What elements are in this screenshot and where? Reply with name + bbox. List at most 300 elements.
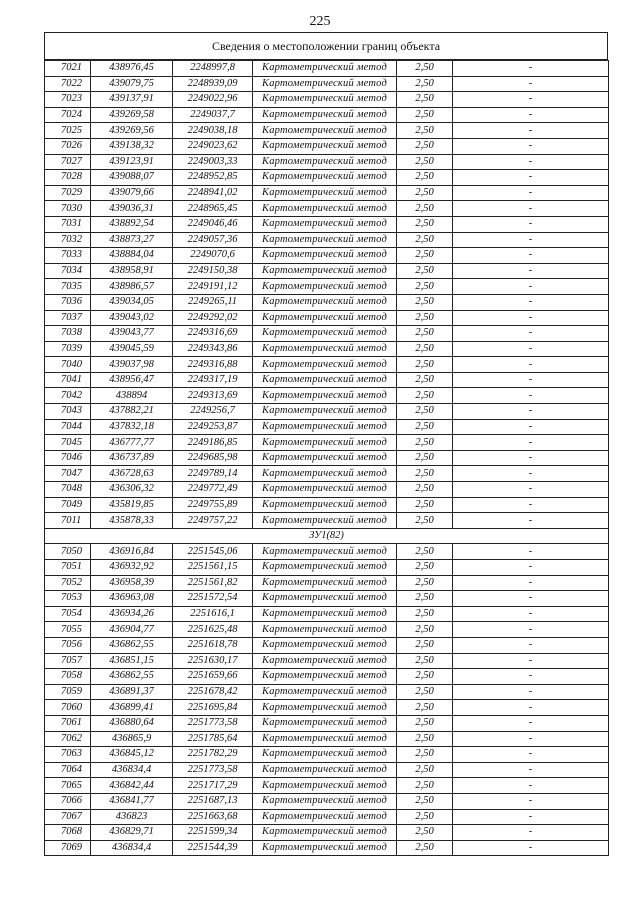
x-coordinate-cell: 436862,55 — [91, 637, 173, 653]
point-number-cell: 7026 — [45, 138, 91, 154]
accuracy-cell: 2,50 — [397, 138, 453, 154]
point-number-cell: 7027 — [45, 154, 91, 170]
method-cell: Картометрический метод — [253, 544, 397, 560]
table-row — [45, 497, 609, 513]
table-row — [45, 404, 609, 420]
accuracy-cell: 2,50 — [397, 435, 453, 451]
accuracy-cell: 2,50 — [397, 762, 453, 778]
table-row — [45, 294, 609, 310]
y-coordinate-cell: 2251561,15 — [173, 560, 253, 576]
y-coordinate-cell: 2248939,09 — [173, 76, 253, 92]
table-row — [45, 482, 609, 498]
accuracy-cell: 2,50 — [397, 326, 453, 342]
table-row — [45, 185, 609, 201]
note-cell: - — [453, 357, 609, 373]
x-coordinate-cell: 436880,64 — [91, 715, 173, 731]
y-coordinate-cell: 2249772,49 — [173, 482, 253, 498]
note-cell: - — [453, 762, 609, 778]
accuracy-cell: 2,50 — [397, 715, 453, 731]
x-coordinate-cell: 439043,77 — [91, 326, 173, 342]
method-cell: Картометрический метод — [253, 107, 397, 123]
table-row — [45, 61, 609, 77]
method-cell: Картометрический метод — [253, 326, 397, 342]
method-cell: Картометрический метод — [253, 450, 397, 466]
accuracy-cell: 2,50 — [397, 357, 453, 373]
x-coordinate-cell: 439269,56 — [91, 123, 173, 139]
table-row — [45, 123, 609, 139]
note-cell: - — [453, 76, 609, 92]
point-number-cell: 7044 — [45, 419, 91, 435]
table-row — [45, 715, 609, 731]
x-coordinate-cell: 436904,77 — [91, 622, 173, 638]
x-coordinate-cell: 439079,75 — [91, 76, 173, 92]
point-number-cell: 7021 — [45, 61, 91, 77]
point-number-cell: 7069 — [45, 840, 91, 856]
x-coordinate-cell: 435819,85 — [91, 497, 173, 513]
x-coordinate-cell: 438894 — [91, 388, 173, 404]
y-coordinate-cell: 2249343,86 — [173, 341, 253, 357]
method-cell: Картометрический метод — [253, 310, 397, 326]
method-cell: Картометрический метод — [253, 482, 397, 498]
table-row — [45, 232, 609, 248]
y-coordinate-cell: 2249265,11 — [173, 294, 253, 310]
note-cell: - — [453, 419, 609, 435]
note-cell: - — [453, 497, 609, 513]
y-coordinate-cell: 2249191,12 — [173, 279, 253, 295]
accuracy-cell: 2,50 — [397, 731, 453, 747]
point-number-cell: 7051 — [45, 560, 91, 576]
point-number-cell: 7058 — [45, 669, 91, 685]
method-cell: Картометрический метод — [253, 700, 397, 716]
accuracy-cell: 2,50 — [397, 248, 453, 264]
table-row — [45, 513, 609, 529]
point-number-cell: 7053 — [45, 591, 91, 607]
coordinates-group-b — [45, 544, 609, 856]
note-cell: - — [453, 216, 609, 232]
method-cell: Картометрический метод — [253, 185, 397, 201]
x-coordinate-cell: 436834,4 — [91, 840, 173, 856]
y-coordinate-cell: 2249256,7 — [173, 404, 253, 420]
note-cell: - — [453, 513, 609, 529]
note-cell: - — [453, 560, 609, 576]
point-number-cell: 7068 — [45, 825, 91, 841]
x-coordinate-cell: 436899,41 — [91, 700, 173, 716]
x-coordinate-cell: 436842,44 — [91, 778, 173, 794]
y-coordinate-cell: 2249022,96 — [173, 92, 253, 108]
method-cell: Картометрический метод — [253, 76, 397, 92]
method-cell: Картометрический метод — [253, 61, 397, 77]
table-row — [45, 700, 609, 716]
accuracy-cell: 2,50 — [397, 201, 453, 217]
accuracy-cell: 2,50 — [397, 747, 453, 763]
y-coordinate-cell: 2251616,1 — [173, 606, 253, 622]
table-row — [45, 388, 609, 404]
table-row — [45, 154, 609, 170]
point-number-cell: 7037 — [45, 310, 91, 326]
accuracy-cell: 2,50 — [397, 263, 453, 279]
x-coordinate-cell: 436862,55 — [91, 669, 173, 685]
method-cell: Картометрический метод — [253, 513, 397, 529]
accuracy-cell: 2,50 — [397, 466, 453, 482]
table-title: Сведения о местоположении границ объекта — [44, 32, 608, 60]
accuracy-cell: 2,50 — [397, 482, 453, 498]
boundary-sheet — [44, 32, 608, 856]
point-number-cell: 7011 — [45, 513, 91, 529]
note-cell: - — [453, 700, 609, 716]
note-cell: - — [453, 450, 609, 466]
note-cell: - — [453, 388, 609, 404]
point-number-cell: 7046 — [45, 450, 91, 466]
note-cell: - — [453, 575, 609, 591]
table-row — [45, 216, 609, 232]
y-coordinate-cell: 2248997,8 — [173, 61, 253, 77]
note-cell: - — [453, 341, 609, 357]
point-number-cell: 7029 — [45, 185, 91, 201]
note-cell: - — [453, 731, 609, 747]
method-cell: Картометрический метод — [253, 497, 397, 513]
section-label: ЗУ1(82) — [45, 528, 609, 544]
method-cell: Картометрический метод — [253, 341, 397, 357]
y-coordinate-cell: 2251717,29 — [173, 778, 253, 794]
point-number-cell: 7065 — [45, 778, 91, 794]
method-cell: Картометрический метод — [253, 591, 397, 607]
point-number-cell: 7064 — [45, 762, 91, 778]
note-cell: - — [453, 201, 609, 217]
point-number-cell: 7042 — [45, 388, 91, 404]
x-coordinate-cell: 439088,07 — [91, 170, 173, 186]
y-coordinate-cell: 2249038,18 — [173, 123, 253, 139]
accuracy-cell: 2,50 — [397, 637, 453, 653]
note-cell: - — [453, 123, 609, 139]
accuracy-cell: 2,50 — [397, 294, 453, 310]
x-coordinate-cell: 438956,47 — [91, 372, 173, 388]
coordinates-group-a — [45, 61, 609, 529]
point-number-cell: 7040 — [45, 357, 91, 373]
method-cell: Картометрический метод — [253, 279, 397, 295]
table-row — [45, 435, 609, 451]
table-row — [45, 809, 609, 825]
note-cell: - — [453, 279, 609, 295]
table-row — [45, 138, 609, 154]
accuracy-cell: 2,50 — [397, 560, 453, 576]
accuracy-cell: 2,50 — [397, 606, 453, 622]
method-cell: Картометрический метод — [253, 372, 397, 388]
method-cell: Картометрический метод — [253, 762, 397, 778]
point-number-cell: 7039 — [45, 341, 91, 357]
point-number-cell: 7057 — [45, 653, 91, 669]
point-number-cell: 7043 — [45, 404, 91, 420]
point-number-cell: 7059 — [45, 684, 91, 700]
y-coordinate-cell: 2249037,7 — [173, 107, 253, 123]
note-cell: - — [453, 637, 609, 653]
accuracy-cell: 2,50 — [397, 154, 453, 170]
x-coordinate-cell: 436851,15 — [91, 653, 173, 669]
note-cell: - — [453, 606, 609, 622]
y-coordinate-cell: 2249150,38 — [173, 263, 253, 279]
method-cell: Картометрический метод — [253, 435, 397, 451]
accuracy-cell: 2,50 — [397, 840, 453, 856]
table-row — [45, 606, 609, 622]
table-row — [45, 76, 609, 92]
y-coordinate-cell: 2251687,13 — [173, 793, 253, 809]
note-cell: - — [453, 92, 609, 108]
method-cell: Картометрический метод — [253, 154, 397, 170]
accuracy-cell: 2,50 — [397, 185, 453, 201]
table-row — [45, 747, 609, 763]
y-coordinate-cell: 2249317,19 — [173, 372, 253, 388]
method-cell: Картометрический метод — [253, 778, 397, 794]
x-coordinate-cell: 436934,26 — [91, 606, 173, 622]
table-row — [45, 326, 609, 342]
note-cell: - — [453, 715, 609, 731]
method-cell: Картометрический метод — [253, 170, 397, 186]
table-row — [45, 825, 609, 841]
point-number-cell: 7030 — [45, 201, 91, 217]
method-cell: Картометрический метод — [253, 684, 397, 700]
table-row — [45, 622, 609, 638]
y-coordinate-cell: 2249253,87 — [173, 419, 253, 435]
note-cell: - — [453, 107, 609, 123]
note-cell: - — [453, 232, 609, 248]
point-number-cell: 7054 — [45, 606, 91, 622]
accuracy-cell: 2,50 — [397, 684, 453, 700]
point-number-cell: 7056 — [45, 637, 91, 653]
y-coordinate-cell: 2249755,89 — [173, 497, 253, 513]
x-coordinate-cell: 439036,31 — [91, 201, 173, 217]
method-cell: Картометрический метод — [253, 123, 397, 139]
method-cell: Картометрический метод — [253, 731, 397, 747]
y-coordinate-cell: 2251659,66 — [173, 669, 253, 685]
y-coordinate-cell: 2251782,29 — [173, 747, 253, 763]
x-coordinate-cell: 436777,77 — [91, 435, 173, 451]
accuracy-cell: 2,50 — [397, 92, 453, 108]
coordinates-table — [44, 60, 609, 856]
y-coordinate-cell: 2251545,06 — [173, 544, 253, 560]
y-coordinate-cell: 2249186,85 — [173, 435, 253, 451]
table-row — [45, 170, 609, 186]
y-coordinate-cell: 2251618,78 — [173, 637, 253, 653]
note-cell: - — [453, 669, 609, 685]
x-coordinate-cell: 436845,12 — [91, 747, 173, 763]
note-cell: - — [453, 482, 609, 498]
table-row — [45, 201, 609, 217]
y-coordinate-cell: 2251678,42 — [173, 684, 253, 700]
table-row — [45, 591, 609, 607]
point-number-cell: 7035 — [45, 279, 91, 295]
note-cell: - — [453, 778, 609, 794]
method-cell: Картометрический метод — [253, 793, 397, 809]
table-row — [45, 762, 609, 778]
table-row — [45, 544, 609, 560]
x-coordinate-cell: 436932,92 — [91, 560, 173, 576]
y-coordinate-cell: 2249057,36 — [173, 232, 253, 248]
y-coordinate-cell: 2251663,68 — [173, 809, 253, 825]
y-coordinate-cell: 2251785,64 — [173, 731, 253, 747]
accuracy-cell: 2,50 — [397, 419, 453, 435]
accuracy-cell: 2,50 — [397, 107, 453, 123]
x-coordinate-cell: 438873,27 — [91, 232, 173, 248]
table-row — [45, 372, 609, 388]
table-row — [45, 669, 609, 685]
method-cell: Картометрический метод — [253, 715, 397, 731]
accuracy-cell: 2,50 — [397, 575, 453, 591]
x-coordinate-cell: 436834,4 — [91, 762, 173, 778]
table-row — [45, 575, 609, 591]
note-cell: - — [453, 793, 609, 809]
y-coordinate-cell: 2249046,46 — [173, 216, 253, 232]
method-cell: Картометрический метод — [253, 388, 397, 404]
method-cell: Картометрический метод — [253, 653, 397, 669]
point-number-cell: 7023 — [45, 92, 91, 108]
y-coordinate-cell: 2249070,6 — [173, 248, 253, 264]
note-cell: - — [453, 466, 609, 482]
point-number-cell: 7067 — [45, 809, 91, 825]
accuracy-cell: 2,50 — [397, 170, 453, 186]
y-coordinate-cell: 2251773,58 — [173, 715, 253, 731]
accuracy-cell: 2,50 — [397, 513, 453, 529]
accuracy-cell: 2,50 — [397, 341, 453, 357]
point-number-cell: 7066 — [45, 793, 91, 809]
table-row — [45, 653, 609, 669]
method-cell: Картометрический метод — [253, 809, 397, 825]
point-number-cell: 7052 — [45, 575, 91, 591]
x-coordinate-cell: 436306,32 — [91, 482, 173, 498]
method-cell: Картометрический метод — [253, 201, 397, 217]
point-number-cell: 7036 — [45, 294, 91, 310]
x-coordinate-cell: 439269,58 — [91, 107, 173, 123]
point-number-cell: 7055 — [45, 622, 91, 638]
note-cell: - — [453, 653, 609, 669]
accuracy-cell: 2,50 — [397, 809, 453, 825]
x-coordinate-cell: 439123,91 — [91, 154, 173, 170]
method-cell: Картометрический метод — [253, 294, 397, 310]
note-cell: - — [453, 747, 609, 763]
y-coordinate-cell: 2249757,22 — [173, 513, 253, 529]
y-coordinate-cell: 2251572,54 — [173, 591, 253, 607]
note-cell: - — [453, 809, 609, 825]
point-number-cell: 7025 — [45, 123, 91, 139]
page-number: 225 — [309, 14, 331, 29]
x-coordinate-cell: 439137,91 — [91, 92, 173, 108]
table-row — [45, 341, 609, 357]
note-cell: - — [453, 435, 609, 451]
accuracy-cell: 2,50 — [397, 544, 453, 560]
accuracy-cell: 2,50 — [397, 450, 453, 466]
section-row — [45, 528, 609, 544]
table-row — [45, 248, 609, 264]
point-number-cell: 7060 — [45, 700, 91, 716]
x-coordinate-cell: 435878,33 — [91, 513, 173, 529]
method-cell: Картометрический метод — [253, 840, 397, 856]
point-number-cell: 7045 — [45, 435, 91, 451]
y-coordinate-cell: 2248952,85 — [173, 170, 253, 186]
table-row — [45, 778, 609, 794]
accuracy-cell: 2,50 — [397, 793, 453, 809]
table-row — [45, 357, 609, 373]
x-coordinate-cell: 437882,21 — [91, 404, 173, 420]
note-cell: - — [453, 326, 609, 342]
method-cell: Картометрический метод — [253, 622, 397, 638]
table-row — [45, 466, 609, 482]
y-coordinate-cell: 2251630,17 — [173, 653, 253, 669]
note-cell: - — [453, 294, 609, 310]
note-cell: - — [453, 138, 609, 154]
accuracy-cell: 2,50 — [397, 279, 453, 295]
y-coordinate-cell: 2249789,14 — [173, 466, 253, 482]
point-number-cell: 7047 — [45, 466, 91, 482]
accuracy-cell: 2,50 — [397, 778, 453, 794]
y-coordinate-cell: 2249316,88 — [173, 357, 253, 373]
method-cell: Картометрический метод — [253, 747, 397, 763]
point-number-cell: 7050 — [45, 544, 91, 560]
method-cell: Картометрический метод — [253, 248, 397, 264]
y-coordinate-cell: 2249292,02 — [173, 310, 253, 326]
y-coordinate-cell: 2251599,34 — [173, 825, 253, 841]
accuracy-cell: 2,50 — [397, 310, 453, 326]
x-coordinate-cell: 439138,32 — [91, 138, 173, 154]
accuracy-cell: 2,50 — [397, 497, 453, 513]
accuracy-cell: 2,50 — [397, 61, 453, 77]
method-cell: Картометрический метод — [253, 232, 397, 248]
y-coordinate-cell: 2249685,98 — [173, 450, 253, 466]
point-number-cell: 7041 — [45, 372, 91, 388]
table-row — [45, 731, 609, 747]
method-cell: Картометрический метод — [253, 263, 397, 279]
point-number-cell: 7022 — [45, 76, 91, 92]
note-cell: - — [453, 544, 609, 560]
note-cell: - — [453, 248, 609, 264]
table-row — [45, 793, 609, 809]
point-number-cell: 7033 — [45, 248, 91, 264]
method-cell: Картометрический метод — [253, 357, 397, 373]
table-row — [45, 560, 609, 576]
y-coordinate-cell: 2249003,33 — [173, 154, 253, 170]
y-coordinate-cell: 2251773,58 — [173, 762, 253, 778]
note-cell: - — [453, 825, 609, 841]
table-row — [45, 450, 609, 466]
accuracy-cell: 2,50 — [397, 825, 453, 841]
accuracy-cell: 2,50 — [397, 653, 453, 669]
method-cell: Картометрический метод — [253, 216, 397, 232]
accuracy-cell: 2,50 — [397, 404, 453, 420]
x-coordinate-cell: 438976,45 — [91, 61, 173, 77]
point-number-cell: 7063 — [45, 747, 91, 763]
point-number-cell: 7048 — [45, 482, 91, 498]
point-number-cell: 7034 — [45, 263, 91, 279]
point-number-cell: 7024 — [45, 107, 91, 123]
note-cell: - — [453, 684, 609, 700]
x-coordinate-cell: 439037,98 — [91, 357, 173, 373]
note-cell: - — [453, 372, 609, 388]
y-coordinate-cell: 2251695,84 — [173, 700, 253, 716]
note-cell: - — [453, 310, 609, 326]
x-coordinate-cell: 438892,54 — [91, 216, 173, 232]
note-cell: - — [453, 840, 609, 856]
note-cell: - — [453, 591, 609, 607]
method-cell: Картометрический метод — [253, 138, 397, 154]
y-coordinate-cell: 2249023,62 — [173, 138, 253, 154]
accuracy-cell: 2,50 — [397, 591, 453, 607]
x-coordinate-cell: 436865,9 — [91, 731, 173, 747]
x-coordinate-cell: 436963,08 — [91, 591, 173, 607]
accuracy-cell: 2,50 — [397, 700, 453, 716]
x-coordinate-cell: 438986,57 — [91, 279, 173, 295]
method-cell: Картометрический метод — [253, 606, 397, 622]
x-coordinate-cell: 439045,59 — [91, 341, 173, 357]
table-row — [45, 419, 609, 435]
accuracy-cell: 2,50 — [397, 123, 453, 139]
accuracy-cell: 2,50 — [397, 76, 453, 92]
